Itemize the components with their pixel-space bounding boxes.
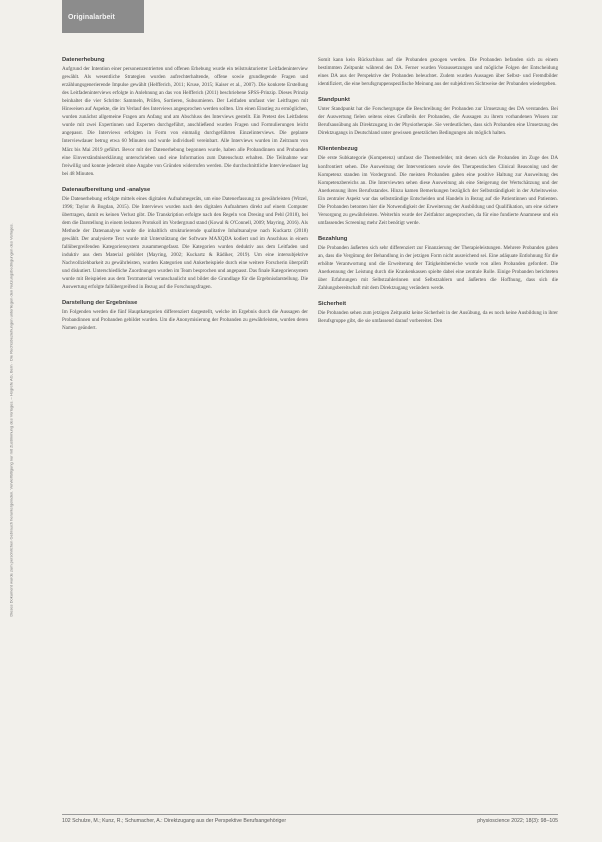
footer-rule	[62, 814, 558, 815]
section-heading: Klientenbezug	[318, 146, 358, 153]
section-heading: Datenerhebung	[62, 57, 105, 63]
right-column	[318, 56, 558, 812]
margin-copyright-note	[4, 80, 18, 760]
left-column	[62, 56, 308, 812]
section-heading: Datenaufbereitung und -analyse	[62, 186, 151, 193]
section-body: Die erste Subkategorie (Kompetenz) umfasst die Themenfelder, mit denen sich die Probanden im Zuge des DA konfrontiert sehen. Die Ausweitung der Interventionen sowie des Therapeutischen Clinical Reasoning und der Kompetenz standen im Vordergrund. Die meisten Probanden gaben eine positive Haltung zur Ausweitung des Kompetenzbereichs an. Die Interviewten sehen diese Ausweitung als eine Steigerung der Wertschätzung und der Anerkennung ihres Berufsstandes. Hinzu kamen Bemerkungen bezüglich der Selbstständigkeit in der Arbeitsweise. Ein zentraler Aspekt war das selbstständige Entscheiden und Handeln in Bezug auf die Patientinnen und Patienten. Die Probanden betonten hier die Notwendigkeit der Erweiterung der Ausbildung und Qualifikation, um eine sichere Versorgung zu gewährleisten. Weiterhin wurde der Zeitfaktor angesprochen, da für eine fundierte Anamnese und ein umfassendes Screening mehr Zeit benötigt werde.	[318, 155, 558, 226]
section-body: Die Probanden sehen zum jetzigen Zeitpunkt keine Sicherheit in der Ausübung, da es noch keine Ausbildung in ihrer Berufsgruppe gibt, die sie umfassend darauf vorbereitet. Den	[318, 310, 558, 325]
section-body: Die Datenerhebung erfolgte mittels eines digitalen Aufnahmegeräts, um eine Datenerfassung zu gewährleisten (Witzel, 1996; Taylor & Bogdan, 2015). Die Interviews wurden nach den digitalen Aufnahmen direkt auf einem Computer übertragen, damit es keinen Verlust gibt. Die Transkription erfolgte nach den Regeln von Dresing und Pehl (2018), bei dem die Darstellung in einem lesbaren Protokoll im Vordergrund stand (Kowal & O'Connell, 2009; Mayring, 2016). Als Methode der Datenanalyse wurde die inhaltlich strukturierende qualitative Inhaltsanalyse nach Kuckartz (2018) gewählt. Der analysierte Text wurde mit Unterstützung der Software MAXQDA kodiert und im Anschluss in einem fallübergreifenden Kategoriensystem zusammengefasst. Die Kategorien wurden deduktiv aus dem Leitfaden und induktiv aus dem Material gebildet (Mayring, 2002; Kuckartz & Rädiker, 2019). Um eine intersubjektive Nachvollziehbarkeit zu gewährleisten, wurden Kategorien und Ankerbeispiele durch eine weitere Forscherin überprüft und diskutiert. Unterschiedliche Zuordnungen wurden im Team besprochen und angepasst. Das finale Kategoriensystem wurde mit Beispielen aus dem Textmaterial veranschaulicht und bildet die Grundlage für die Ergebnisdarstellung. Die Auswertung erfolgte fallübergreifend in Bezug auf die Forschungsfragen.	[62, 195, 308, 291]
footer-citation: 102 Schulze, M.; Kunz, R.; Schumacher, A.: Direktzugang aus der Perspektive Berufsangehöriger	[62, 818, 287, 824]
margin-note-text: Dieses Dokument wurde zum persönlichen Gebrauch heruntergeladen. Vervielfältigung nur mit Zustimmung des Verlages. – Hogrefe AG, Bern · Die Rechtsbeziehungen unterliegen den Nutzungsbedingungen des Verlages.	[8, 223, 14, 617]
section-body: Somit kann kein Rückschluss auf die Probanden gezogen werden. Die Probanden befanden sich zu einem bestimmten Zeitpunkt während des DA. Ferner wurden Voraussetzungen und mögliche Folgen der Entscheidung eines DA aus der Perspektive der Probanden beleuchtet. Zudem wurden Aussagen über Selbst- und Fremdbilder identifiziert, die eine berufsgruppenspezifische Meinung aus der subjektiven Sichtweise der Probanden wiedergeben.	[318, 57, 558, 88]
section-heading: Darstellung der Ergebnisse	[62, 300, 138, 307]
section-heading: Bezahlung	[318, 235, 348, 242]
section-body: Aufgrund der Intention einer personenzentrierten und offenen Erhebung wurde ein teilstrukturierter Leitfadeninterview gewählt. Als wesentliche Strategien wurden aufrechterhaltende, offene sowie grundlegende Fragen und erzählungsgenerierende Impulse gewählt (Helfferich, 2011; Kruse, 2015; Kaiser et al., 2007). Die konkrete Erstellung des Leitfadeninterviews erfolgte in Anlehnung an das von Helfferich (2011) beschriebene SPSS-Prinzip. Dieses Prinzip beinhaltet die vier Schritte: Sammeln, Prüfen, Sortieren, Subsumieren. Der Leitfaden umfasst vier Leitfragen mit Hinweisen auf Aspekte, die im Verlauf des Interviews angesprochen werden sollten. Um einen Einstieg zu ermöglichen, wurden zunächst allgemeine Fragen am Anfang und am Abschluss des Interviews gestellt. Ein Pretest des Leitfadens wurde mit zwei Expertinnen und Experten durchgeführt, anschließend wurden Fragen und Formulierungen leicht angepasst. Die Interviews erfolgten in Form von einmalig durchgeführten Einzelinterviews. Die geplante Interviewdauer betrug etwa 60 Minuten und wurde individuell vereinbart. Alle Interviews wurden im Zeitraum von März bis Mai 2019 geführt. Bevor mit der Datenerhebung begonnen wurde, haben alle Probandinnen und Probanden eine Einverständniserklärung unterschrieben und eine Information zum Datenschutz erhalten. Die Teilnahme war freiwillig und konnte jederzeit ohne Angabe von Gründen widerrufen werden. Die durchschnittliche Interviewdauer lag bei 48 Minuten.	[62, 66, 308, 177]
section-body: Im Folgenden werden die fünf Hauptkategorien differenziert dargestellt, welche im Ergebnis durch die Aussagen der Probandinnen und Probanden gebildet wurden. Um die Anonymisierung der Probanden zu gewährleisten, wurden deren Namen geändert.	[62, 309, 308, 332]
footer-journal: physioscience 2022; 18(3): 98–105	[477, 818, 558, 824]
section-tab: Originalarbeit	[62, 0, 144, 33]
section-body: Unter Standpunkt hat die Forschergruppe die Beschreibung der Probanden zur Umsetzung des DA verstanden. Bei der Auswertung fielen seitens eines Großteils der Probanden, die Aussagen zu ihrem vorhandenen Wissen zur Berufsausübung als Direktzugang in der Physiotherapie. Sie verdeutlichen, dass sich Probanden eine Umsetzung des Direktzugangs in Deutschland unter gewissen gesetzlichen Bedingungen als möglich halten.	[318, 106, 558, 137]
section-heading: Standpunkt	[318, 97, 350, 104]
section-heading: Sicherheit	[318, 301, 347, 308]
section-body: Die Probanden äußerten sich sehr differenziert zur Finanzierung der Therapieleistungen. Mehrere Probanden gaben an, dass die Vergütung der Behandlung in der jetzigen Form nicht ausreichend sei. Eine adäquate Entlohnung für die erhöhte Verantwortung und die Erweiterung der Tätigkeitsbereiche wurde von allen Probanden gefordert. Die Anerkennung der Leistung durch die Krankenkassen spielte dabei eine zentrale Rolle. Einige Probanden berichteten über Erfahrungen mit Selbstzahlerinnen und Selbstzahlern und äußerten die Hoffnung, dass sich die Zahlungsbereitschaft mit dem Direktzugang verändern werde.	[318, 244, 558, 292]
